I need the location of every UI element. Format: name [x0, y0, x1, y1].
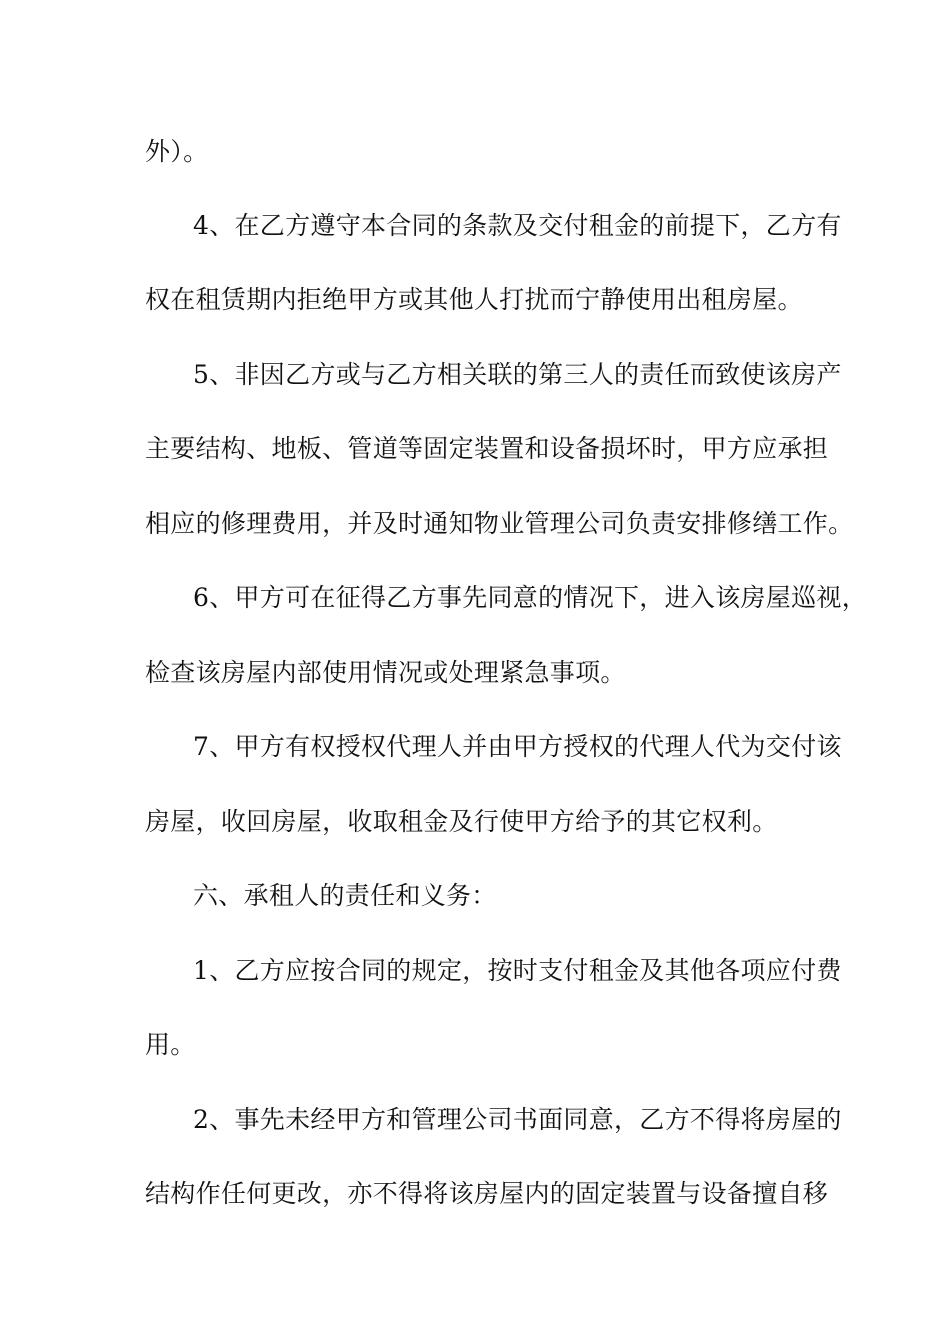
text-line: 相应的修理费用，并及时通知物业管理公司负责安排修缮工作。	[145, 509, 854, 538]
text-line: 2、事先未经甲方和管理公司书面同意，乙方不得将房屋的	[193, 1105, 842, 1134]
text-line: 1、乙方应按合同的规定，按时支付租金及其他各项应付费	[193, 956, 842, 985]
text-line: 4、在乙方遵守本合同的条款及交付租金的前提下，乙方有	[193, 211, 842, 240]
text-line: 权在租赁期内拒绝甲方或其他人打扰而宁静使用出租房屋。	[145, 285, 803, 314]
text-line: 房屋，收回房屋，收取租金及行使甲方给予的其它权利。	[145, 807, 778, 836]
text-line: 5、非因乙方或与乙方相关联的第三人的责任而致使该房产	[193, 360, 842, 389]
text-line: 6、甲方可在征得乙方事先同意的情况下，进入该房屋巡视，	[193, 583, 868, 612]
text-line: 检查该房屋内部使用情况或处理紧急事项。	[145, 658, 626, 687]
section-heading: 六、承租人的责任和义务：	[193, 881, 497, 910]
text-line: 主要结构、地板、管道等固定装置和设备损坏时，甲方应承担	[145, 434, 829, 463]
text-line: 用。	[145, 1030, 196, 1059]
text-line: 7、甲方有权授权代理人并由甲方授权的代理人代为交付该	[193, 732, 842, 761]
text-line: 外）。	[145, 137, 209, 166]
text-line: 结构作任何更改，亦不得将该房屋内的固定装置与设备擅自移	[145, 1179, 829, 1208]
